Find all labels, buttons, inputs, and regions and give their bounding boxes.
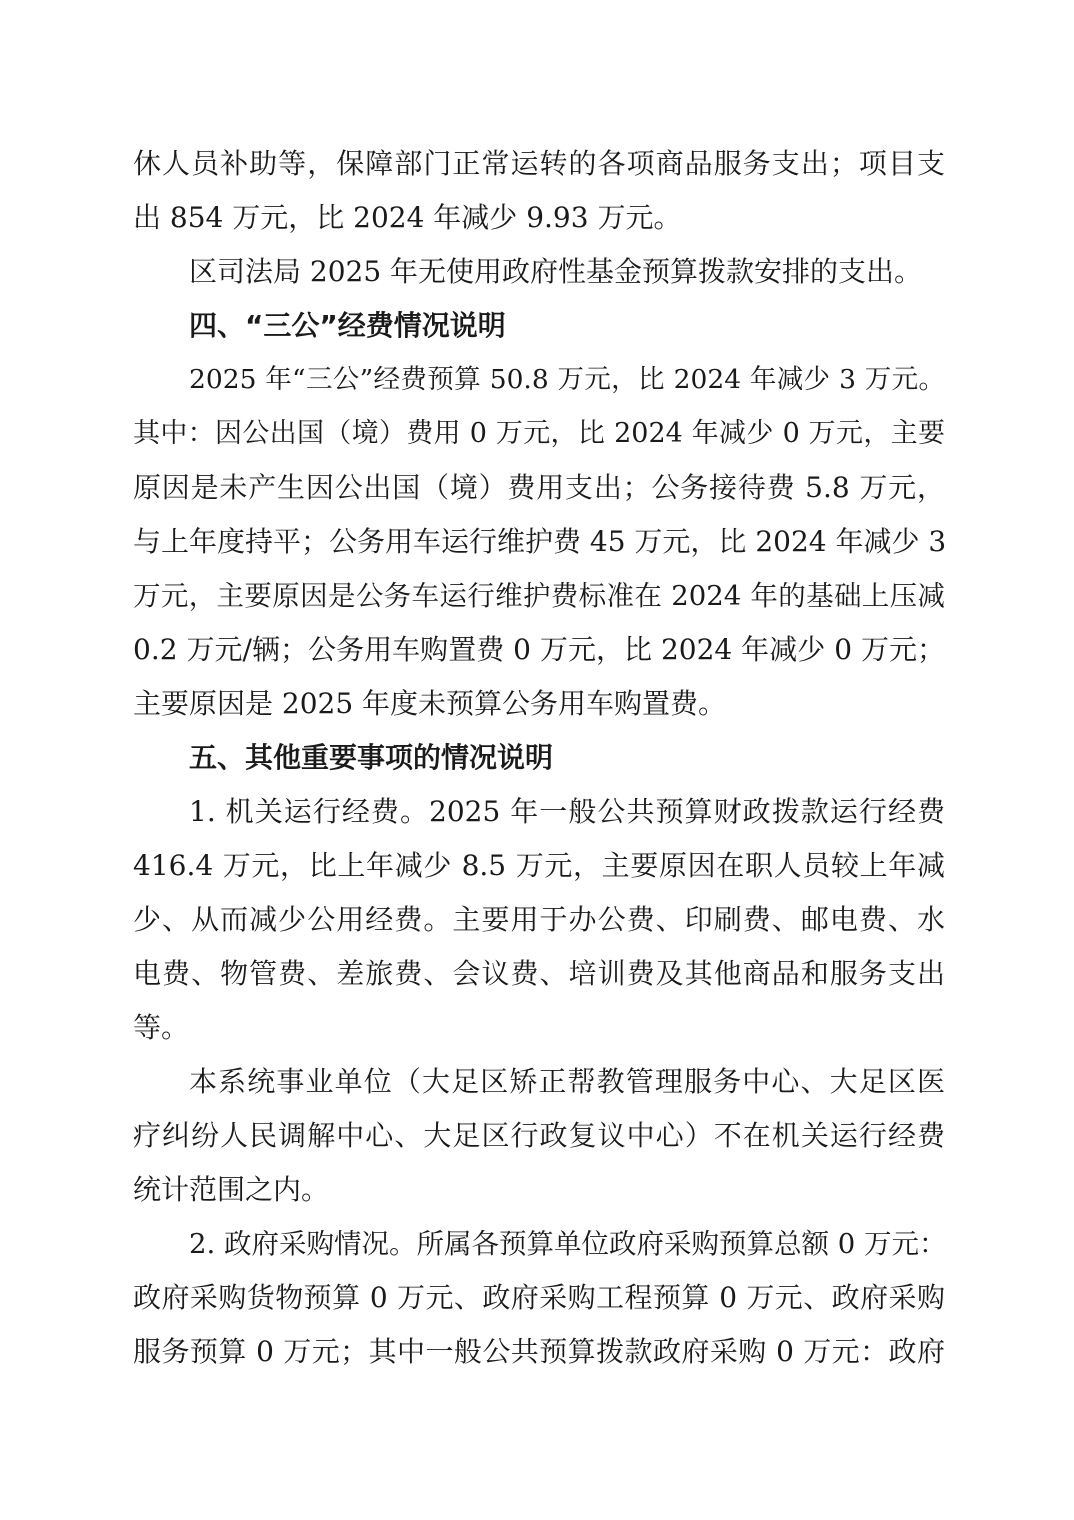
paragraph-line: 政府采购货物预算 0 万元、政府采购工程预算 0 万元、政府采购 <box>133 1281 945 1314</box>
paragraph-line: 原因是未产生因公出国（境）费用支出；公务接待费 5.8 万元， <box>133 471 945 504</box>
paragraph-line: 少、从而减少公用经费。主要用于办公费、印刷费、邮电费、水 <box>133 903 945 936</box>
paragraph-line: 休人员补助等，保障部门正常运转的各项商品服务支出；项目支 <box>133 147 945 180</box>
paragraph-line: 0.2 万元/辆；公务用车购置费 0 万元，比 2024 年减少 0 万元； <box>133 633 945 666</box>
section-heading: 四、“三公”经费情况说明 <box>189 309 506 342</box>
paragraph-line: 本系统事业单位（大足区矫正帮教管理服务中心、大足区医 <box>189 1065 945 1098</box>
paragraph-line: 1. 机关运行经费。2025 年一般公共预算财政拨款运行经费 <box>189 795 945 828</box>
paragraph-line: 416.4 万元，比上年减少 8.5 万元，主要原因在职人员较上年减 <box>133 849 945 882</box>
paragraph-line: 万元，主要原因是公务车运行维护费标准在 2024 年的基础上压减 <box>133 580 945 612</box>
paragraph-line: 2. 政府采购情况。所属各预算单位政府采购预算总额 0 万元： <box>189 1228 947 1260</box>
paragraph-line: 服务预算 0 万元；其中一般公共预算拨款政府采购 0 万元：政府 <box>133 1335 945 1368</box>
paragraph-line: 电费、物管费、差旅费、会议费、培训费及其他商品和服务支出 <box>133 957 945 990</box>
paragraph-line: 出 854 万元，比 2024 年减少 9.93 万元。 <box>133 201 682 234</box>
paragraph-line: 主要原因是 2025 年度未预算公务用车购置费。 <box>133 687 727 720</box>
paragraph-line: 其中：因公出国（境）费用 0 万元，比 2024 年减少 0 万元，主要 <box>133 418 945 449</box>
paragraph-line: 统计范围之内。 <box>133 1173 330 1206</box>
paragraph-line: 区司法局 2025 年无使用政府性基金预算拨款安排的支出。 <box>189 255 923 288</box>
paragraph-line: 等。 <box>133 1011 190 1044</box>
paragraph-line: 与上年度持平；公务用车运行维护费 45 万元，比 2024 年减少 3 <box>133 525 947 558</box>
paragraph-line: 疗纠纷人民调解中心、大足区行政复议中心）不在机关运行经费 <box>133 1119 945 1152</box>
paragraph-line: 2025 年“三公”经费预算 50.8 万元，比 2024 年减少 3 万元。 <box>189 364 945 395</box>
section-heading: 五、其他重要事项的情况说明 <box>189 741 554 774</box>
